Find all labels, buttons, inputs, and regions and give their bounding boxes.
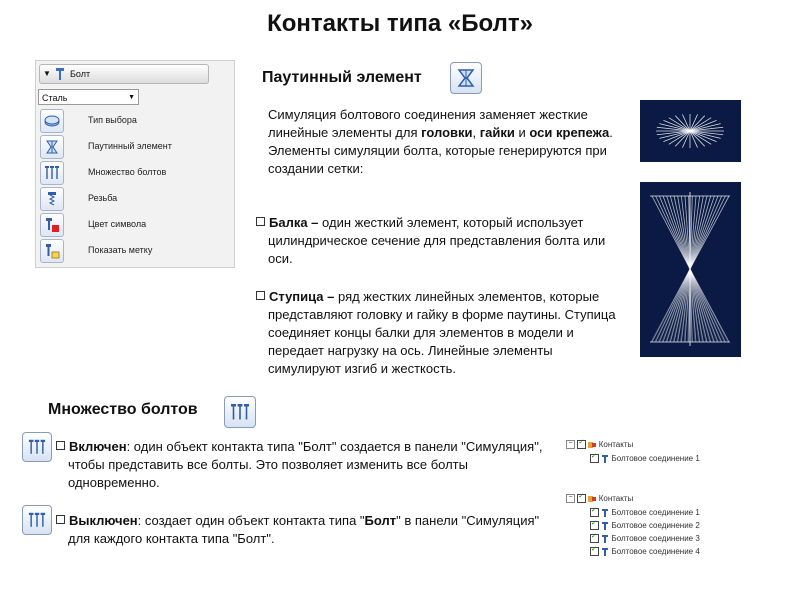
spider-side-view-image bbox=[640, 182, 741, 357]
panel-item-thread[interactable] bbox=[38, 187, 234, 211]
multiple-bolts-off-icon bbox=[22, 505, 52, 535]
thread-icon bbox=[40, 187, 64, 211]
checkbox[interactable] bbox=[590, 454, 599, 463]
tree-item[interactable] bbox=[590, 534, 700, 543]
panel-item-label: Паутинный элемент bbox=[88, 141, 172, 151]
spider-top-view-image bbox=[640, 100, 741, 162]
tree-item[interactable] bbox=[590, 454, 700, 463]
bullet-icon bbox=[56, 515, 65, 524]
show-label-icon bbox=[40, 239, 64, 263]
panel-item-label: Резьба bbox=[88, 193, 118, 203]
multi-heading: Множество болтов bbox=[48, 401, 198, 418]
bullet-bold: Выключен bbox=[69, 513, 138, 528]
tree-item[interactable] bbox=[590, 508, 700, 517]
bullet-text: : один объект контакта типа "Болт" создается в панели "Симуляция", чтобы представить все болты. Это позволяет изменить все болты одновременно. bbox=[68, 439, 543, 490]
page-title: Контакты типа «Болт» bbox=[267, 10, 533, 37]
spider-side-graphic bbox=[640, 182, 741, 357]
bolt-icon bbox=[55, 68, 65, 80]
bolt-icon bbox=[601, 535, 609, 543]
intro-text: . Элементы симуляции болта, которые генерируются при создании сетки: bbox=[268, 125, 613, 176]
panel-item-selection-type[interactable] bbox=[38, 109, 234, 133]
tree-item-label: Болтовое соединение 1 bbox=[611, 454, 700, 463]
tree-item-label: Болтовое соединение 3 bbox=[611, 534, 700, 543]
symbol-color-icon bbox=[40, 213, 64, 237]
contacts-tree-single bbox=[566, 440, 736, 468]
checkbox[interactable] bbox=[577, 440, 586, 449]
spider-icon bbox=[40, 135, 64, 159]
bolt-icon bbox=[601, 455, 609, 463]
panel-item-symbol-color[interactable] bbox=[38, 213, 234, 237]
collapse-icon[interactable]: − bbox=[566, 494, 575, 503]
contacts-icon bbox=[588, 441, 596, 449]
bolt-icon bbox=[601, 548, 609, 556]
hub-bullet bbox=[256, 288, 623, 378]
tree-root-label: Контакты bbox=[598, 440, 634, 449]
multiple-bolts-button bbox=[224, 396, 256, 428]
multiple-bolts-on-icon bbox=[22, 432, 52, 462]
bullet-text: один жесткий элемент, который использует цилиндрическое сечение для представления болта или оси. bbox=[268, 215, 606, 266]
intro-text: Симуляция болтового соединения заменяет жесткие линейные элементы для bbox=[268, 107, 588, 140]
panel-item-label: Тип выбора bbox=[88, 115, 137, 125]
spider-heading: Паутинный элемент bbox=[262, 69, 422, 86]
spider-icon bbox=[456, 68, 476, 88]
beam-bullet bbox=[256, 214, 613, 268]
panel-item-spider[interactable] bbox=[38, 135, 234, 159]
checkbox[interactable] bbox=[590, 521, 599, 530]
bullet-bold: Ступица – bbox=[269, 289, 335, 304]
bullet-icon bbox=[256, 217, 265, 226]
bullet-bold: Включен bbox=[69, 439, 127, 454]
bolt-icon bbox=[601, 509, 609, 517]
checkbox[interactable] bbox=[590, 547, 599, 556]
collapse-icon[interactable]: − bbox=[566, 440, 575, 449]
spider-intro bbox=[268, 106, 613, 178]
checkbox[interactable] bbox=[577, 494, 586, 503]
material-select-value: Сталь bbox=[42, 93, 68, 103]
multiple-bolts-icon bbox=[40, 161, 64, 185]
intro-bold: оси крепежа bbox=[529, 125, 610, 140]
spider-top-graphic bbox=[640, 100, 741, 162]
bolt-icon bbox=[601, 522, 609, 530]
panel-item-show-label[interactable] bbox=[38, 239, 234, 263]
bullet-bold: Болт bbox=[364, 513, 397, 528]
intro-bold: головки bbox=[421, 125, 473, 140]
tree-item[interactable] bbox=[590, 547, 700, 556]
checkbox[interactable] bbox=[590, 508, 599, 517]
bullet-text: ряд жестких линейных элементов, которые представляют головку и гайку в форме паутины. Ступица соединяет концы балки для элементов в модели и передает нагрузку на ось. Линейные элементы симулируют изгиб и жесткость. bbox=[268, 289, 616, 376]
tree-root[interactable] bbox=[566, 440, 633, 449]
bullet-text: : создает один объект контакта типа " bbox=[137, 513, 365, 528]
intro-text: и bbox=[514, 125, 530, 140]
bullet-icon bbox=[56, 441, 65, 450]
bullet-bold: Балка – bbox=[269, 215, 319, 230]
bullet-icon bbox=[256, 291, 265, 300]
panel-header[interactable] bbox=[39, 64, 209, 84]
tree-item-label: Болтовое соединение 1 bbox=[611, 508, 700, 517]
checkbox[interactable] bbox=[590, 534, 599, 543]
bullet-text: " в панели "Симуляция" для каждого контакта типа "Болт". bbox=[68, 513, 540, 546]
collapse-arrow-icon[interactable]: ▼ bbox=[43, 69, 51, 78]
tree-item[interactable] bbox=[590, 521, 700, 530]
tree-root-label: Контакты bbox=[598, 494, 634, 503]
contacts-tree-multiple bbox=[566, 494, 736, 564]
bolt-properties-panel bbox=[35, 60, 235, 268]
panel-item-label: Множество болтов bbox=[88, 167, 167, 177]
material-select[interactable] bbox=[38, 89, 139, 105]
enabled-bullet bbox=[56, 438, 563, 492]
contacts-icon bbox=[588, 495, 596, 503]
selection-type-icon bbox=[40, 109, 64, 133]
intro-bold: гайки bbox=[479, 125, 515, 140]
panel-item-label: Цвет символа bbox=[88, 219, 147, 229]
tree-item-label: Болтовое соединение 4 bbox=[611, 547, 700, 556]
tree-item-label: Болтовое соединение 2 bbox=[611, 521, 700, 530]
chevron-down-icon: ▼ bbox=[128, 94, 135, 101]
panel-item-label: Показать метку bbox=[88, 245, 153, 255]
intro-text: , bbox=[472, 125, 480, 140]
panel-item-multiple-bolts[interactable] bbox=[38, 161, 234, 185]
panel-header-label: Болт bbox=[70, 69, 91, 79]
tree-root[interactable] bbox=[566, 494, 633, 503]
spider-button bbox=[450, 62, 482, 94]
disabled-bullet bbox=[56, 512, 563, 548]
multiple-bolts-icon bbox=[230, 402, 250, 422]
